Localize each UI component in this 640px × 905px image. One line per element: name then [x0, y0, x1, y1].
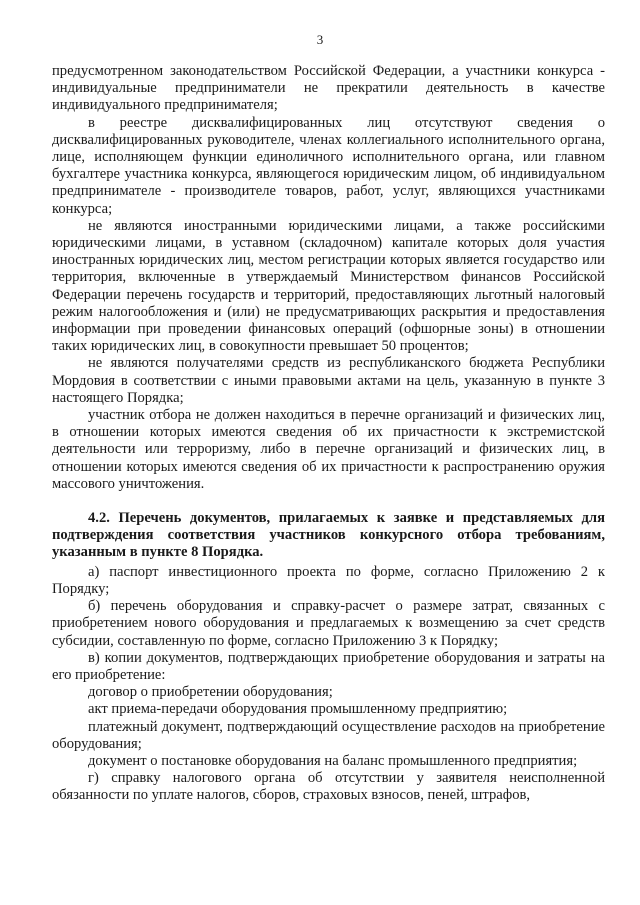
paragraph-continuation: предусмотренном законодательством Российской Федерации, а участники конкурса - индивидуальные предприниматели не прекратили деятельность в качестве индивидуального предпринимателя;	[52, 63, 605, 114]
list-subitem-transfer-act: акт приема-передачи оборудования промышленному предприятию;	[88, 701, 508, 718]
list-item-b: б) перечень оборудования и справку-расчет о размере затрат, связанных с приобретением нового оборудования и предлагаемых к возмещению за счет средств субсидии, составленную по форме, согласно Приложению 3 к Порядку;	[52, 598, 605, 649]
page-number: 3	[316, 32, 324, 47]
list-item-a: а) паспорт инвестиционного проекта по форме, согласно Приложению 2 к Порядку;	[52, 563, 605, 597]
paragraph-budget-recipients: не являются получателями средств из республиканского бюджета Республики Мордовия в соответствии с иными правовыми актами на цель, указанную в пункте 3 настоящего Порядка;	[52, 355, 605, 406]
paragraph-extremism-list: участник отбора не должен находиться в перечне организаций и физических лиц, в отношении которых имеются сведения об их причастности к экстремистской деятельности или терроризму, либо в перечне организаций и физических лиц, в отношении которых имеются сведения об их причастности к распространению оружия массового уничтожения.	[52, 407, 605, 492]
list-item-v: в) копии документов, подтверждающих приобретение оборудования и затраты на его приобретение:	[52, 649, 605, 683]
list-subitem-balance-document: документ о постановке оборудования на баланс промышленного предприятия;	[88, 752, 578, 769]
section-heading: 4.2. Перечень документов, прилагаемых к заявке и представляемых для подтверждения соответствия участников конкурсного отбора требованиям, указанным в пункте 8 Порядка.	[52, 510, 605, 561]
list-subitem-contract: договор о приобретении оборудования;	[88, 684, 333, 701]
document-body	[52, 63, 605, 805]
list-subitem-payment-document: платежный документ, подтверждающий осуществление расходов на приобретение оборудования;	[52, 718, 605, 752]
paragraph-foreign-entities: не являются иностранными юридическими лицами, а также российскими юридическими лицами, в уставном (складочном) капитале которых доля участия иностранных юридических лиц, местом регистрации которых является государство или территория, включенные в утверждаемый Министерством финансов Российской Федерации перечень государств и территорий, предоставляющих льготный налоговый режим налогообложения и (или) не предусматривающих раскрытия и предоставления информации при проведении финансовых операций (офшорные зоны) в отношении таких юридических лиц, в совокупности превышает 50 процентов;	[52, 217, 605, 355]
paragraph-disqualified-registry: в реестре дисквалифицированных лиц отсутствуют сведения о дисквалифицированных руководителе, членах коллегиального исполнительного органа, лице, исполняющем функции единоличного исполнительного органа, или главном бухгалтере участника конкурса, являющегося юридическим лицом, об индивидуальном предпринимателе - производителе товаров, работ, услуг, являющихся участниками конкурса;	[52, 114, 605, 217]
list-item-g: г) справку налогового органа об отсутствии у заявителя неисполненной обязанности по уплате налогов, сборов, страховых взносов, пеней, штрафов,	[52, 770, 605, 804]
